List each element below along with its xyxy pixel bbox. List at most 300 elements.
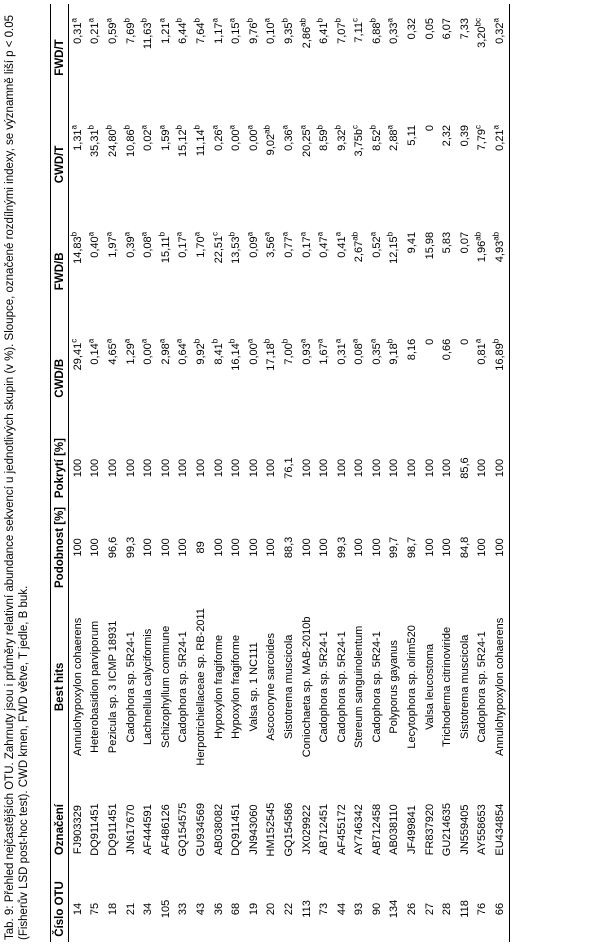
value: 0 [423,338,436,345]
significance-index: a [69,124,79,130]
cell-designation: AB712451 [318,803,331,856]
table-row [87,4,105,942]
cell-cwd-b [456,325,474,432]
cell-fwd-t [438,4,456,111]
value: 9,02 [265,133,278,156]
value: 1,31 [71,129,84,151]
significance-index: b [157,231,167,237]
significance-index: a [297,231,307,237]
significance-index: a [86,231,96,237]
significance-index: a [473,338,483,344]
value: 9,92 [194,343,207,365]
cell-fwd-b [333,218,351,325]
cell-fwd-t [139,4,157,111]
cell-similarity: 100 [89,538,102,557]
table-header [51,4,69,942]
significance-index: b [245,18,255,23]
cell-fwd-t [192,4,210,111]
cell-designation: DQ911451 [106,803,119,856]
value: 0,47 [318,236,331,258]
table-row [333,4,351,942]
cell-fwd-t [386,4,404,111]
value: 11,14 [194,129,207,157]
cell-cwd-t [491,111,509,218]
cell-designation: FJ903329 [71,805,84,855]
cell-similarity: 100 [71,538,84,557]
cell-designation: AY558653 [476,804,489,855]
value: 0,41 [335,236,348,258]
cell-similarity: 88,3 [282,536,295,559]
cell-coverage: 100 [71,458,84,478]
significance-index: a [157,124,167,130]
value: 4,93 [494,240,507,263]
header-cwd-b: CWD/B [51,325,69,432]
cell-otu-number: 76 [476,902,489,916]
cell-otu-number: 118 [458,900,471,918]
cell-similarity: 89 [194,541,207,554]
cell-otu-number: 26 [406,902,419,916]
cell-fwd-t [87,4,105,111]
significance-index: b [491,338,501,344]
cell-coverage: 100 [388,458,401,478]
significance-index: b [385,231,395,237]
cell-otu-number: 43 [194,902,207,916]
value: 2,67 [353,240,366,263]
significance-index: a [297,124,307,130]
cell-similarity: 100 [318,538,331,557]
significance-index: a [368,231,378,237]
cell-fwd-b [456,218,474,325]
significance-index: b [104,124,114,130]
value: 6,07 [441,18,454,40]
cell-fwd-b [210,218,228,325]
value: 0,14 [89,343,102,365]
value: 17,18 [265,343,278,371]
value: 0,02 [142,129,155,151]
cell-cwd-b [351,325,369,432]
cell-designation: JX029922 [300,804,313,855]
cell-best-hit: Valsa sp. 1 NC111 [247,642,260,732]
value: 0,39 [458,124,471,147]
cell-cwd-t [157,111,175,218]
cell-fwd-t [69,4,87,111]
significance-index: b [139,18,149,23]
significance-index: c [350,124,360,129]
table-row [456,4,474,942]
value: 1,17 [212,22,225,44]
cell-fwd-b [351,218,369,325]
cell-coverage: 100 [159,458,172,478]
cell-designation: AF455172 [335,804,348,855]
cell-fwd-t [298,4,316,111]
significance-index: b [315,124,325,130]
value: 0,17 [300,236,313,258]
cell-cwd-t [351,111,369,218]
cell-cwd-t [368,111,386,218]
cell-otu-number: 19 [247,902,260,916]
cell-fwd-t [403,4,421,111]
cell-fwd-t [157,4,175,111]
value: 8,16 [406,338,419,361]
cell-best-hit: Cadophora sp. 5R24-1 [476,631,489,743]
value: 0,21 [494,129,507,151]
otu-table [50,4,510,942]
cell-similarity: 100 [353,538,366,557]
significance-index: c [209,231,219,236]
cell-cwd-b [192,325,210,432]
table-row [491,4,509,942]
cell-designation: EU434854 [491,783,509,876]
cell-cwd-b [438,325,456,432]
significance-index: b [280,338,290,344]
header-designation: Označení [51,783,69,876]
value: 9,18 [388,343,401,365]
cell-best-hit: Hypoxylon fragiforme [212,634,225,739]
cell-cwd-t [122,111,140,218]
cell-similarity: 100 [142,538,155,557]
cell-fwd-t [245,4,263,111]
value: 0,00 [247,343,260,365]
significance-index: b [121,18,131,23]
cell-best-hit: Pezicula sp. 3 ICMP 18931 [106,620,119,754]
significance-index: ab [491,231,501,241]
cell-cwd-t [104,111,122,218]
cell-designation: HM152545 [265,802,278,857]
cell-fwd-t [351,4,369,111]
cell-coverage: 100 [476,458,489,478]
cell-fwd-t [280,4,298,111]
table-row [474,4,492,942]
significance-index: a [262,18,272,23]
header-otu-number: Číslo OTU [51,876,69,942]
cell-fwd-t [210,4,228,111]
cell-fwd-b [122,218,140,325]
cell-otu-number: 36 [212,902,225,916]
value: 0,81 [476,343,489,365]
significance-index: b [368,124,378,130]
significance-index: b [280,18,290,23]
cell-cwd-b [227,325,245,432]
cell-best-hit: Lecytophora sp. olrim520 [406,625,419,749]
value: 0,07 [458,231,471,254]
cell-fwd-b [368,218,386,325]
cell-fwd-t [421,4,439,111]
value: 3,75b [353,128,366,157]
cell-best-hit: Sistotrema muscicola [282,634,295,740]
value: 2,32 [441,124,454,147]
cell-cwd-t [386,111,404,218]
cell-otu-number: 73 [318,902,331,916]
significance-index: a [245,338,255,344]
cell-best-hit: Cadophora sp. 5R24-1 [370,631,383,743]
table-row [315,4,333,942]
cell-cwd-t [192,111,210,218]
value: 3,56 [265,236,278,258]
cell-cwd-b [139,325,157,432]
header-row [51,4,69,942]
cell-designation: AF486126 [159,804,172,855]
cell-fwd-b [263,218,281,325]
cell-cwd-b [333,325,351,432]
value: 0,05 [423,18,436,40]
value: 5,11 [406,124,419,146]
significance-index: b [227,338,237,344]
cell-cwd-t [403,111,421,218]
significance-index: c [69,338,79,343]
value: 15,11 [159,236,172,264]
significance-index: bc [473,18,483,27]
header-best-hits: Best hits [51,590,69,783]
significance-index: a [262,231,272,237]
value: 0,00 [142,343,155,365]
cell-best-hit: Annulohypoxylon cohaerens [491,590,509,783]
cell-fwd-t [175,4,193,111]
significance-index: a [297,338,307,344]
table-row [157,4,175,942]
cell-cwd-b [87,325,105,432]
value: 29,41 [71,342,84,371]
table-row [351,4,369,942]
significance-index: a [280,231,290,237]
significance-index: b [192,124,202,130]
significance-index: a [385,124,395,130]
significance-index: b [227,231,237,237]
significance-index: a [104,18,114,23]
cell-similarity: 100 [441,538,454,557]
significance-index: a [139,231,149,237]
cell-fwd-t [368,4,386,111]
table-row [245,4,263,942]
cell-best-hit: Cadophora sp. 5R24-1 [124,631,137,743]
value: 0,39 [124,236,137,258]
cell-fwd-b [474,218,492,325]
cell-coverage: 85,6 [458,457,471,479]
cell-similarity: 99,3 [124,536,137,559]
value: 1,97 [106,236,119,258]
significance-index: c [350,18,360,22]
significance-index: a [121,231,131,237]
cell-cwd-b [403,325,421,432]
cell-coverage: 100 [406,458,419,478]
cell-otu-number: 75 [89,902,102,916]
cell-otu-number: 18 [106,902,119,916]
cell-coverage: 100 [247,458,260,478]
cell-fwd-t [104,4,122,111]
cell-designation: GQ154575 [177,802,190,857]
value: 0,32 [494,22,507,44]
cell-coverage: 100 [142,458,155,478]
cell-cwd-t [280,111,298,218]
value: 8,59 [318,129,331,151]
cell-coverage: 100 [300,458,313,478]
header-fwd-t: FWD/T [51,4,69,111]
cell-similarity: 100 [491,504,509,590]
cell-best-hit: Lachnellula calyciformis [142,628,155,745]
value: 0,21 [89,22,102,44]
cell-otu-number: 14 [71,902,84,916]
cell-coverage: 100 [89,458,102,478]
value: 4,65 [106,343,119,365]
value: 0,77 [282,236,295,258]
cell-otu-number: 68 [230,902,243,916]
value: 6,88 [370,22,383,44]
table-caption: Tab. 9: Přehled nejčastějších OTU. Zahrnuty jsou i průměry relativní abundance sekvencí u jednotlivých skupin (v %). Sloupce, označené rozdílnými indexy, se významně liší p < 0.05 (Fisherův LSD post-hoc test). CWD kmen, FWD větve, T jedle, B buk. [4,14,30,940]
significance-index: a [315,231,325,237]
cell-cwd-t [315,111,333,218]
significance-index: a [385,18,395,23]
significance-index: a [174,338,184,344]
value: 35,31 [89,129,102,157]
value: 22,51 [212,235,225,264]
significance-index: a [227,124,237,130]
cell-cwd-b [104,325,122,432]
cell-otu-number: 20 [265,902,278,916]
value: 3,20 [476,26,489,48]
cell-designation: AB038110 [388,804,401,855]
value: 12,15 [388,236,401,264]
cell-cwd-t [456,111,474,218]
table-row [421,4,439,942]
significance-index: c [473,124,483,129]
table-row [192,4,210,942]
cell-cwd-t [175,111,193,218]
cell-cwd-t [245,111,263,218]
cell-best-hit: Cadophora sp. 5R24-1 [318,631,331,743]
cell-otu-number: 90 [370,902,383,916]
value: 16,89 [494,343,507,371]
significance-index: a [350,338,360,344]
value: 6,44 [177,22,190,44]
cell-coverage: 100 [335,458,348,478]
cell-similarity: 100 [212,538,225,557]
cell-fwd-b [157,218,175,325]
header-cwd-t: CWD/T [51,111,69,218]
value: 8,52 [370,129,383,151]
cell-cwd-b [122,325,140,432]
significance-index: b [368,18,378,23]
cell-fwd-b [421,218,439,325]
significance-index: a [174,231,184,237]
cell-best-hit: Heterobasidion parviporum [89,620,102,753]
significance-index: a [491,124,501,130]
table-row [122,4,140,942]
cell-coverage: 100 [194,458,207,478]
cell-similarity: 100 [476,538,489,557]
significance-index: b [385,338,395,344]
cell-fwd-b [192,218,210,325]
cell-fwd-t [315,4,333,111]
cell-cwd-t [210,111,228,218]
cell-best-hit: Ascocoryne sarcoides [265,633,278,741]
value: 0,33 [388,22,401,44]
value: 0,40 [89,236,102,258]
value: 0,64 [177,343,190,365]
significance-index: a [157,18,167,23]
significance-index: b [174,18,184,23]
value: 0,00 [230,129,243,151]
cell-similarity: 100 [247,538,260,557]
cell-designation: DQ911451 [230,803,243,856]
value: 0,08 [142,236,155,258]
cell-designation: JN559405 [458,804,471,855]
cell-fwd-b [87,218,105,325]
cell-best-hit: Cadophora sp. 5R24-1 [335,631,348,743]
table-row [280,4,298,942]
significance-index: a [491,18,501,23]
cell-fwd-b [438,218,456,325]
significance-index: a [86,18,96,23]
cell-designation: AY746342 [353,804,366,855]
significance-index: a [333,231,343,237]
cell-coverage: 100 [230,458,243,478]
cell-designation: FR837920 [423,803,436,856]
value: 0,31 [71,22,84,44]
cell-fwd-b [491,218,509,325]
cell-cwd-b [421,325,439,432]
cell-cwd-b [280,325,298,432]
cell-similarity: 98,7 [406,536,419,559]
value: 0,52 [370,236,383,258]
significance-index: a [245,231,255,237]
value: 7,07 [335,22,348,44]
value: 0,10 [265,22,278,44]
table-row [403,4,421,942]
cell-fwd-b [175,218,193,325]
significance-index: ab [262,124,272,134]
cell-cwd-t [438,111,456,218]
value: 0,59 [106,22,119,44]
cell-designation: JN943060 [247,804,260,855]
cell-cwd-b [69,325,87,432]
significance-index: a [121,338,131,344]
significance-index: a [227,18,237,23]
value: 7,33 [458,18,471,40]
cell-cwd-b [386,325,404,432]
cell-cwd-b [298,325,316,432]
cell-designation: GU934569 [194,802,207,857]
cell-cwd-b [474,325,492,432]
significance-index: b [209,338,219,344]
value: 0,09 [247,236,260,258]
cell-cwd-t [474,111,492,218]
cell-otu-number: 22 [282,902,295,916]
cell-best-hit: Annulohypoxylon cohaerens [71,617,84,756]
cell-cwd-t [139,111,157,218]
cell-cwd-b [210,325,228,432]
cell-fwd-b [104,218,122,325]
value: 9,41 [406,231,419,254]
cell-fwd-b [227,218,245,325]
cell-cwd-b [491,325,509,432]
value: 0,93 [300,343,313,365]
cell-otu-number: 113 [300,900,313,918]
value: 13,53 [230,236,243,264]
value: 7,79 [476,128,489,151]
significance-index: a [104,231,114,237]
cell-otu-number: 21 [124,902,137,916]
value: 0,26 [212,129,225,151]
cell-best-hit: Trichoderma citrinoviride [441,626,454,747]
value: 0 [458,338,471,345]
significance-index: a [368,338,378,344]
cell-cwd-t [298,111,316,218]
cell-designation: JF499841 [406,805,419,855]
cell-fwd-t [227,4,245,111]
cell-designation: JN617670 [124,804,137,855]
significance-index: a [315,338,325,344]
cell-cwd-t [263,111,281,218]
significance-index: b [333,124,343,130]
